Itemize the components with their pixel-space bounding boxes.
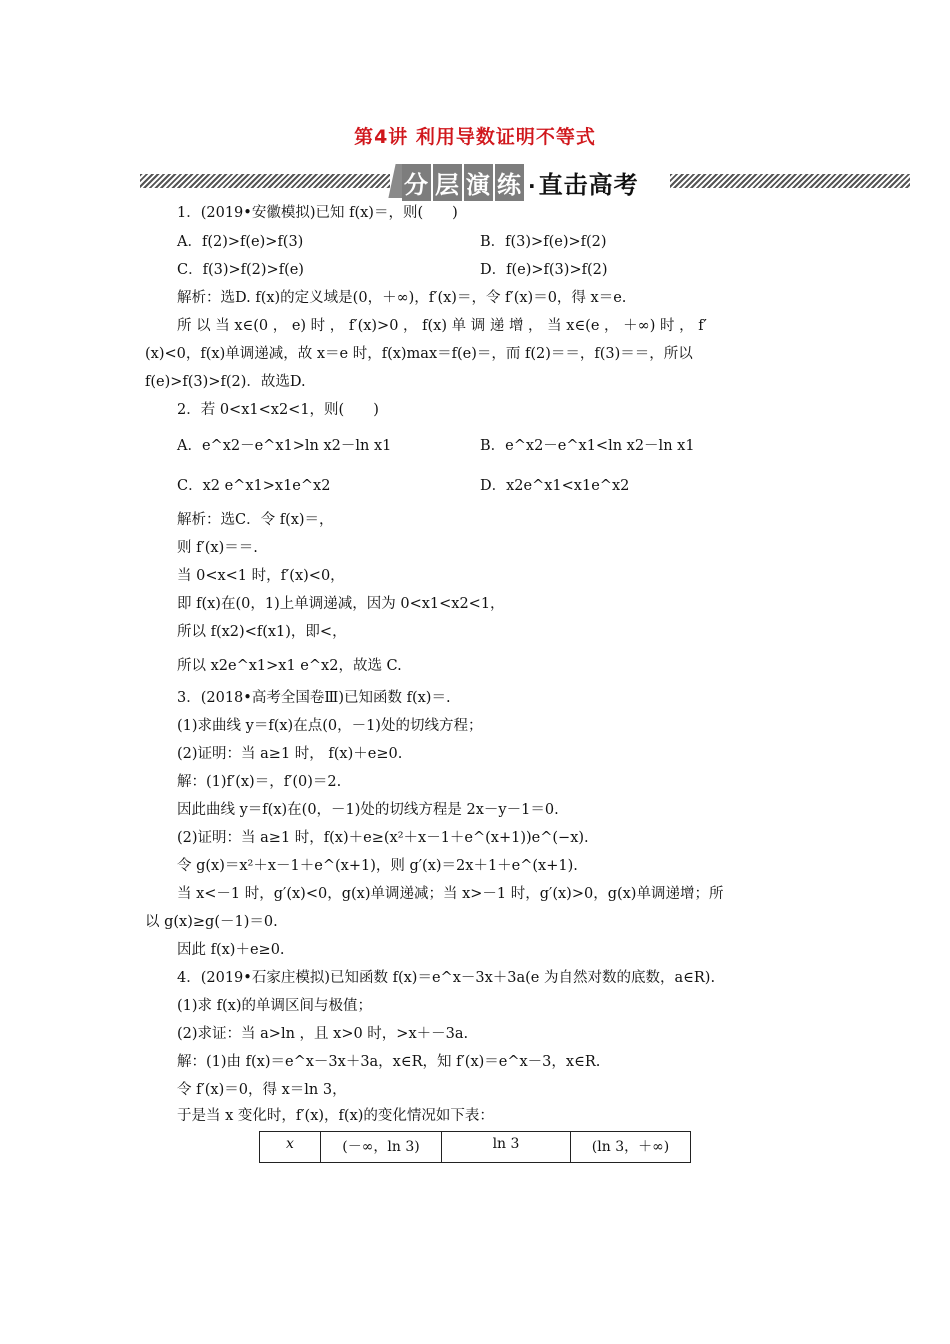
problem-2-option-c: C．x2 e^x1>x1e^x2 — [177, 478, 331, 494]
problem-3-solution: 因此 f(x)＋e≥0. — [177, 942, 285, 958]
problem-2-solution: 当 0<x<1 时，f′(x)<0， — [177, 568, 345, 584]
banner-text — [402, 164, 639, 201]
banner-box-char: 层 — [433, 164, 462, 201]
banner-tail: 直击高考 — [538, 171, 639, 199]
banner-hatch-right — [670, 174, 910, 188]
problem-3-solution: 因此曲线 y＝f(x)在(0，－1)处的切线方程是 2x－y－1＝0. — [177, 802, 559, 818]
problem-2-solution: 所以 x2e^x1>x1 e^x2，故选 C. — [177, 658, 402, 674]
problem-1-solution: (x)<0，f(x)单调递减，故 x＝e 时，f(x)max＝f(e)＝，而 f(2)＝＝，f(3)＝＝，所以 — [145, 346, 693, 362]
table-cell: ln 3 — [442, 1132, 571, 1163]
problem-3-solution: 解：(1)f′(x)＝，f′(0)＝2. — [177, 774, 342, 790]
problem-2-option-b: B．e^x2－e^x1<ln x2－ln x1 — [480, 438, 695, 454]
problem-2-option-a: A．e^x2－e^x1>ln x2－ln x1 — [177, 438, 392, 454]
problem-2-solution: 所以 f(x2)<f(x1)，即<， — [177, 624, 347, 640]
problem-4-solution: 解：(1)由 f(x)＝e^x－3x＋3a，x∈R，知 f′(x)＝e^x－3，x∈R. — [177, 1054, 601, 1070]
problem-2-solution: 则 f′(x)＝＝. — [177, 540, 258, 556]
table-cell: (－∞，ln 3) — [321, 1132, 442, 1163]
problem-1-option-d: D．f(e)>f(3)>f(2) — [480, 262, 608, 278]
problem-3-part-2: (2)证明：当 a≥1 时， f(x)＋e≥0. — [177, 746, 403, 762]
problem-3-solution: 当 x<－1 时，g′(x)<0，g(x)单调递减；当 x>－1 时，g′(x)>0，g(x)单调递增；所 — [177, 886, 724, 902]
table-row — [260, 1132, 691, 1163]
problem-4-solution: 于是当 x 变化时，f′(x)，f(x)的变化情况如下表： — [177, 1108, 494, 1124]
problem-3-part-1: (1)求曲线 y＝f(x)在点(0，－1)处的切线方程； — [177, 718, 483, 734]
problem-4-part-1: (1)求 f(x)的单调区间与极值； — [177, 998, 373, 1014]
banner-box-char: 演 — [464, 164, 493, 201]
problem-4-stem: 4．(2019•石家庄模拟)已知函数 f(x)＝e^x－3x＋3a(e 为自然对数的底数，a∈R). — [177, 970, 716, 986]
variation-table — [259, 1131, 691, 1163]
problem-3-stem: 3．(2018•高考全国卷Ⅲ)已知函数 f(x)＝. — [177, 690, 451, 706]
table-cell: x — [260, 1132, 321, 1163]
table-cell: (ln 3，＋∞) — [571, 1132, 691, 1163]
section-banner — [140, 162, 910, 200]
problem-1-solution: 解析：选D. f(x)的定义域是(0，＋∞)，f′(x)＝，令 f′(x)＝0，得 x＝e. — [177, 290, 627, 306]
problem-4-solution: 令 f′(x)＝0，得 x＝ln 3， — [177, 1082, 347, 1098]
problem-3-solution: (2)证明：当 a≥1 时，f(x)＋e≥(x²＋x－1＋e^(x+1))e^(−x). — [177, 830, 589, 846]
problem-4-part-2: (2)求证：当 a>ln ，且 x>0 时，>x＋－3a. — [177, 1026, 469, 1042]
problem-1-option-c: C．f(3)>f(2)>f(e) — [177, 262, 304, 278]
problem-1-solution: f(e)>f(3)>f(2)．故选D. — [145, 374, 306, 390]
problem-2-stem: 2．若 0<x1<x2<1，则( ) — [177, 402, 379, 418]
problem-3-solution: 令 g(x)＝x²＋x－1＋e^(x+1)，则 g′(x)＝2x＋1＋e^(x+1). — [177, 858, 578, 874]
problem-1-option-b: B．f(3)>f(e)>f(2) — [480, 234, 607, 250]
problem-2-solution: 即 f(x)在(0，1)上单调递减，因为 0<x1<x2<1， — [177, 596, 505, 612]
problem-1-option-a: A．f(2)>f(e)>f(3) — [177, 234, 304, 250]
banner-hatch-left — [140, 174, 390, 188]
banner-box-char: 分 — [402, 164, 431, 201]
problem-2-solution: 解析：选C．令 f(x)＝， — [177, 512, 334, 528]
banner-box-char: 练 — [495, 164, 524, 201]
problem-2-option-d: D．x2e^x1<x1e^x2 — [480, 478, 630, 494]
banner-dot: · — [528, 174, 537, 198]
problem-1-solution: 所 以 当 x∈(0 ， e) 时 ， f′(x)>0 ， f(x) 单 调 递 增 ， 当 x∈(e ， ＋∞) 时 ， f′ — [177, 318, 707, 334]
problem-1-stem: 1．(2019•安徽模拟)已知 f(x)＝，则( ) — [177, 205, 458, 221]
page-title: 第4讲 利用导数证明不等式 — [354, 126, 596, 148]
problem-3-solution: 以 g(x)≥g(－1)＝0. — [145, 914, 278, 930]
